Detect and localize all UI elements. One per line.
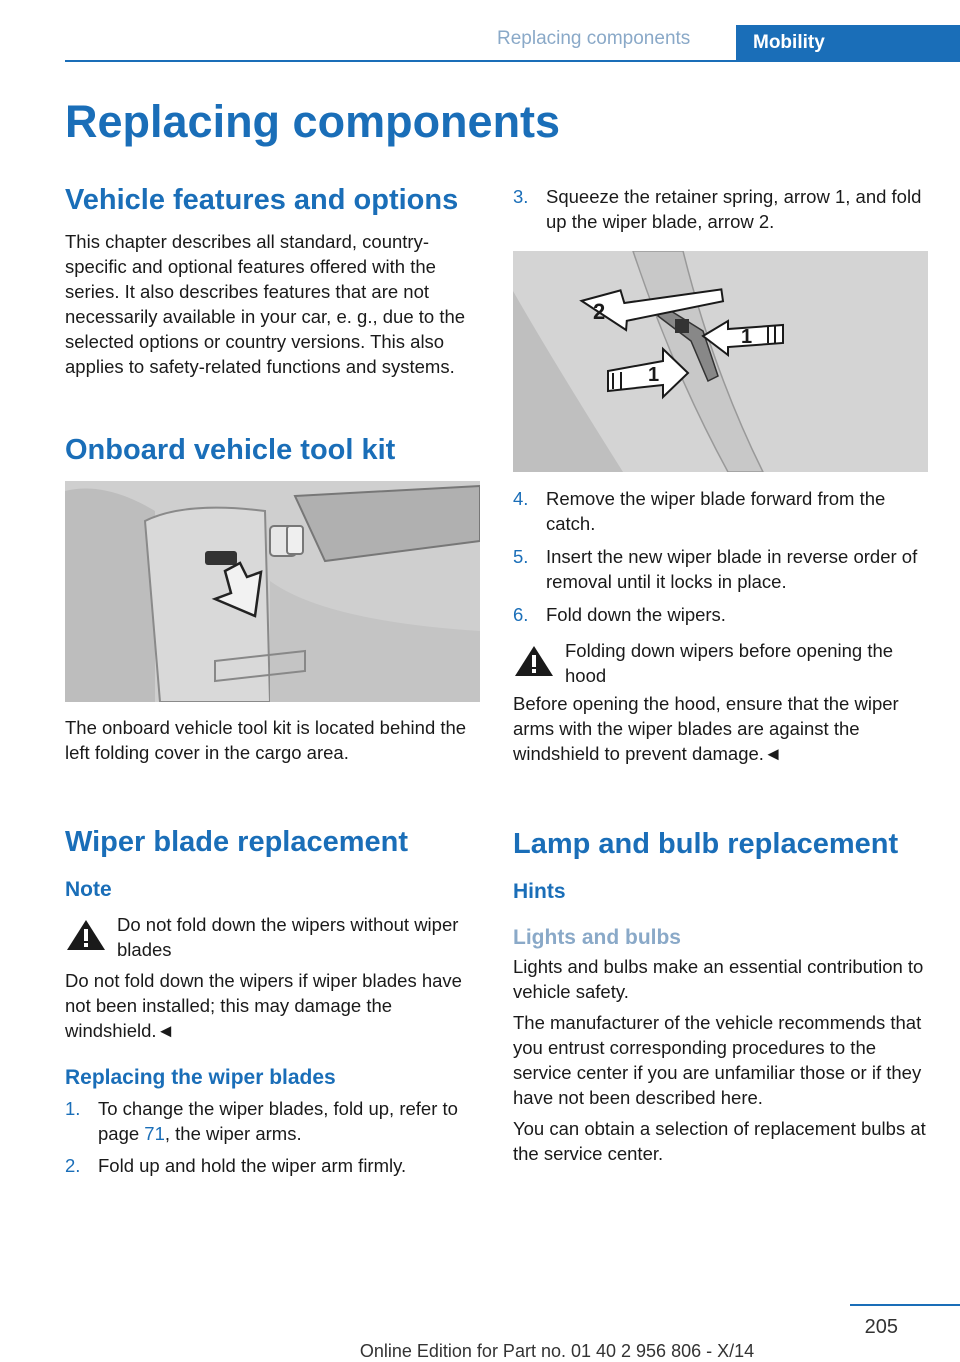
step-text: Fold up and hold the wiper arm firmly.: [98, 1155, 407, 1176]
list-item: [513, 544, 929, 594]
list-item: [513, 486, 929, 536]
step-number: 3.: [513, 186, 529, 207]
heading-note: Note: [65, 878, 112, 901]
heading-tool-kit: Onboard vehicle tool kit: [65, 434, 396, 466]
step-text-part: , the wiper arms.: [164, 1123, 302, 1144]
arrow-1-label: 1: [741, 326, 753, 348]
warning-triangle-icon: [65, 918, 107, 952]
warning-title: Do not fold down the wipers without wiper blades: [117, 914, 459, 960]
edition-footer: [0, 1341, 960, 1362]
page-reference-link[interactable]: 71: [144, 1123, 165, 1144]
step-text: Fold down the wipers.: [546, 604, 726, 625]
footer-rule: [850, 1304, 960, 1306]
left-column: [65, 182, 481, 1178]
warning-body: Do not fold down the wipers if wiper blades have not been installed; this may damage the windshield.◄: [65, 970, 462, 1041]
step-number: 4.: [513, 488, 529, 509]
paragraph-lights-3: You can obtain a selection of replacement bulbs at the service center.: [513, 1118, 926, 1164]
paragraph-lights-2: The manufacturer of the vehicle recommends that you entrust corresponding procedures to the service center if you are unfamiliar those or if they have not been described here.: [513, 1012, 922, 1108]
arrow-1-label: 1: [648, 364, 660, 386]
heading-vehicle-features: Vehicle features and options: [65, 184, 459, 216]
heading-wiper-blade: Wiper blade replacement: [65, 826, 409, 858]
edition-text: Online Edition for Part no. 01 40 2 956 806 - X/14: [359, 1341, 755, 1361]
heading-hints: Hints: [513, 880, 566, 903]
list-item: [513, 602, 929, 627]
warning-hood: [513, 638, 929, 688]
step-text: [98, 1096, 481, 1146]
step-number: 6.: [513, 604, 529, 625]
step-number: 1.: [65, 1098, 81, 1119]
list-item: [65, 1153, 481, 1178]
step-text: Remove the wiper blade forward from the catch.: [546, 488, 886, 534]
running-header-section: Replacing components: [497, 28, 691, 49]
step-text: Insert the new wiper blade in reverse order of removal until it locks in place.: [546, 546, 918, 592]
paragraph-tool-kit: The onboard vehicle tool kit is located behind the left folding cover in the cargo area.: [65, 717, 467, 763]
tool-kit-figure: [65, 481, 480, 702]
paragraph-lights-1: Lights and bulbs make an essential contribution to vehicle safety.: [513, 956, 924, 1002]
step-number: 5.: [513, 546, 529, 567]
cargo-area-illustration: [65, 481, 480, 702]
paragraph-vehicle-features: This chapter describes all standard, country-specific and optional features offered with the series. It also describes features that are not necessarily available in your car, e. g., due to the selected options or country versions. This also applies to safety-related functions and systems.: [65, 231, 466, 377]
header-rule: [65, 60, 960, 62]
page-title: Replacing components: [65, 96, 561, 147]
wiper-illustration: [513, 251, 928, 472]
list-item: [65, 1096, 481, 1146]
steps-list-right-b: [513, 486, 929, 627]
page-number: 205: [864, 1316, 898, 1338]
heading-replacing-wiper: Replacing the wiper blades: [65, 1066, 336, 1089]
steps-list-left: [65, 1096, 481, 1178]
heading-lights-bulbs: Lights and bulbs: [513, 926, 681, 949]
running-header-tab: Mobility: [736, 25, 960, 62]
warning-wipers: [65, 912, 481, 962]
warning-body: Before opening the hood, ensure that the wiper arms with the wiper blades are against the windshield to prevent damage.◄: [513, 693, 899, 764]
steps-list-right-a: [513, 184, 929, 234]
warning-title: Folding down wipers before opening the hood: [565, 640, 894, 686]
step-number: 2.: [65, 1155, 81, 1176]
right-column: [513, 184, 929, 1166]
warning-triangle-icon: [513, 644, 555, 678]
step-text: Squeeze the retainer spring, arrow 1, and fold up the wiper blade, arrow 2.: [546, 186, 922, 232]
wiper-figure: [513, 251, 928, 472]
list-item: [513, 184, 929, 234]
arrow-2-label: 2: [593, 299, 606, 324]
step-text-part: To change the wiper blades, fold up, refer to page: [98, 1098, 458, 1144]
heading-lamp-bulb: Lamp and bulb replacement: [513, 828, 899, 860]
